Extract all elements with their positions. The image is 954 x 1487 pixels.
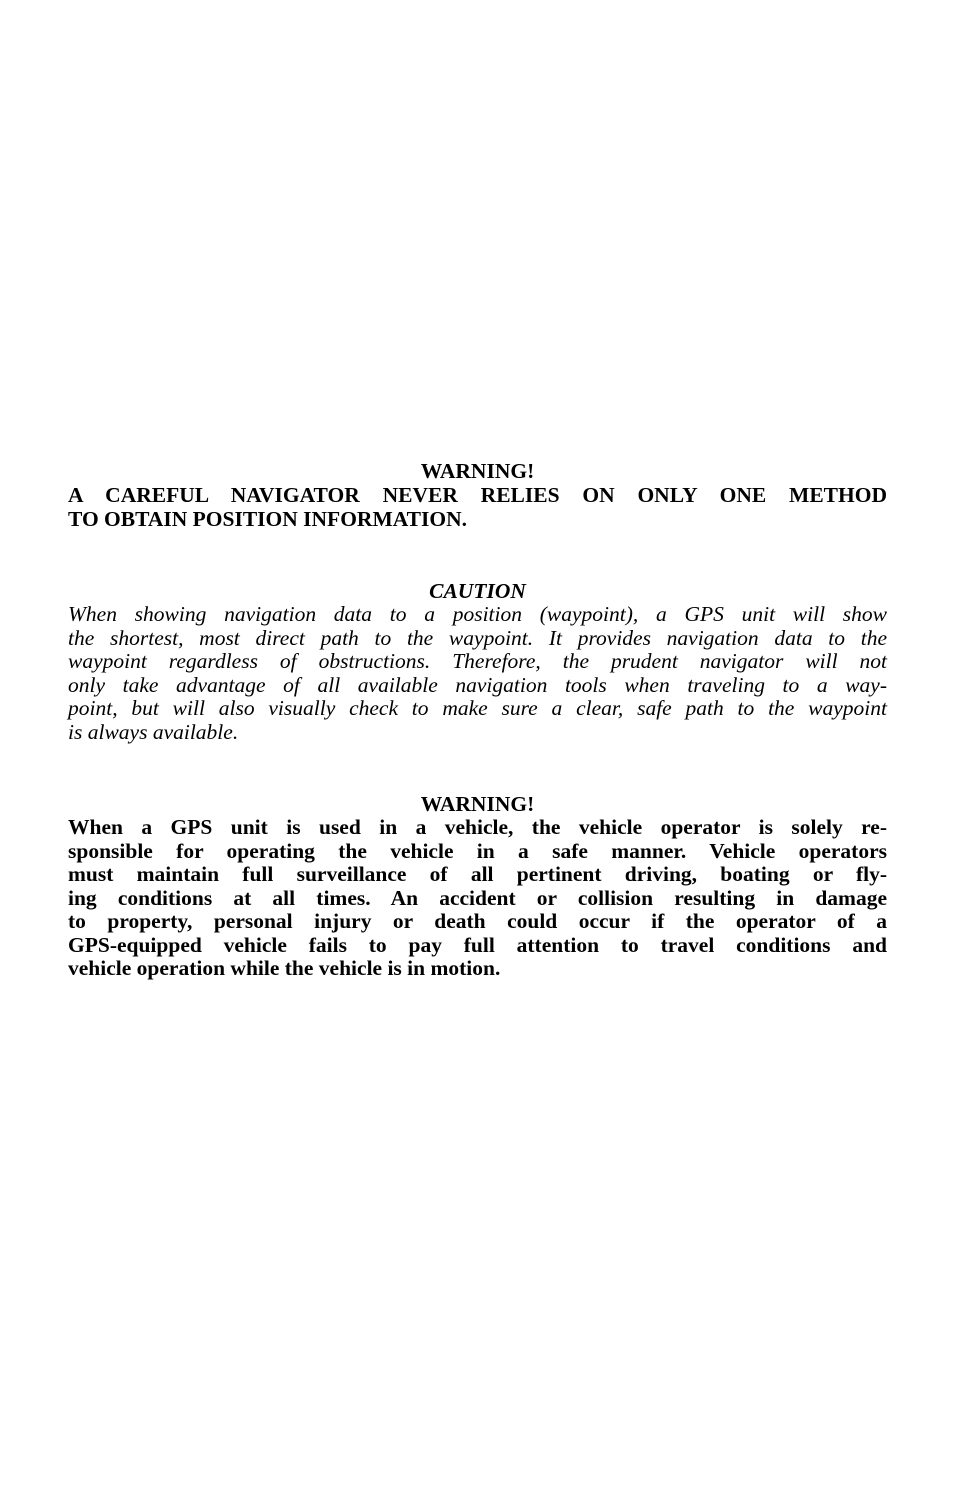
caution-text — [68, 603, 887, 744]
caution-line: When showing navigation data to a position (waypoint), a GPS unit will show — [68, 602, 887, 626]
warning-2-line: ing conditions at all times. An accident or collision resulting in damage — [68, 885, 887, 910]
warning-1-line: A CAREFUL NAVIGATOR NEVER RELIES ON ONLY ONE METHOD — [68, 483, 887, 507]
warning-2-line: sponsible for operating the vehicle in a safe manner. Vehicle operators — [68, 838, 887, 863]
warning-block-1 — [68, 459, 887, 531]
caution-block — [68, 579, 887, 744]
caution-line: waypoint regardless of obstructions. Therefore, the prudent navigator will not — [68, 649, 887, 673]
warning-block-2 — [68, 792, 887, 981]
warning-heading-2: WARNING! — [420, 792, 535, 816]
warning-text-1 — [68, 483, 887, 531]
warning-1-line: TO OBTAIN POSITION INFORMATION. — [68, 507, 467, 531]
warning-text-2 — [68, 816, 887, 981]
warning-2-line: vehicle operation while the vehicle is in motion. — [68, 956, 501, 980]
warning-2-line: When a GPS unit is used in a vehicle, the vehicle operator is solely re- — [68, 815, 887, 839]
caution-heading: CAUTION — [429, 579, 526, 603]
warning-heading-1: WARNING! — [420, 459, 535, 483]
warning-2-line: GPS-equipped vehicle fails to pay full attention to travel conditions and — [68, 932, 887, 957]
caution-line: the shortest, most direct path to the waypoint. It provides navigation data to the — [68, 625, 887, 650]
caution-line: only take advantage of all available navigation tools when traveling to a way- — [68, 672, 887, 697]
document-page — [68, 459, 887, 981]
warning-2-line: to property, personal injury or death could occur if the operator of a — [68, 909, 887, 933]
caution-line: point, but will also visually check to make sure a clear, safe path to the waypoint — [68, 696, 887, 720]
warning-2-line: must maintain full surveillance of all pertinent driving, boating or fly- — [68, 862, 887, 886]
caution-line: is always available. — [68, 719, 239, 744]
